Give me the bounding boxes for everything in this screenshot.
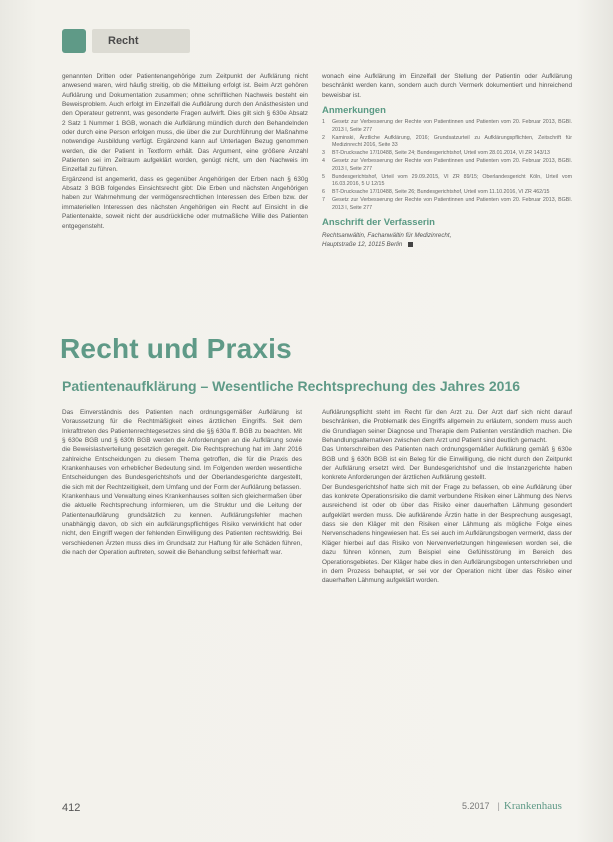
body-paragraph: Der Bundesgerichtshof hatte sich mit der Frage zu befassen, ob eine Aufklärung über das konkrete Operationsrisiko die damit verbundene Risiken einer Lähmung des Nervs ausreichend ist oder ob über das Risiko einer dauerhaften Lähmung gesondert aufgeklärt werden muss. Die aufklärende Ärztin hatte in der Besprechung ausgesagt, dass sie den Kläger mit den Risiken einer Lähmung als mögliche Folge eines Nervenschadens hingewiesen hat. Es sei auch im Aufklärungsbogen vermerkt, dass der Kläger hierbei auf das Risiko von Nervenverletzungen hingewiesen worden sei, die dazu führen können, zum Beispiel eine Gefühlsstörung im Bereich des Operationsgebietes. Der Kläger habe dies in den Aufklärungsbogen unterschrieben und in dem Prozess behauptet, er sei vor der Operation nicht über das Risiko einer dauerhaften Lähmung aufgeklärt worden. [322, 483, 572, 585]
author-line: Hauptstraße 12, 10115 Berlin [322, 240, 572, 249]
author-heading: Anschrift der Verfasserin [322, 216, 435, 228]
note-item: 1 Gesetz zur Verbesserung der Rechte von Patientinnen und Patienten vom 20. Februar 2013, BGBl. 2013 I, Seite 277 [322, 119, 572, 133]
note-item: 5 Bundesgerichtshof, Urteil vom 29.09.2015, VI ZR 89/15; Oberlandesgericht Köln, Urteil vom 16.03.2016, 5 U 12/15 [322, 173, 572, 187]
bottom-right-column [322, 408, 572, 586]
note-item: 6 BT-Drucksache 17/10488, Seite 26; Bundesgerichtshof, Urteil vom 11.10.2016, VI ZR 462/15 [322, 189, 550, 196]
body-paragraph: Aufklärungspflicht steht im Recht für den Arzt zu. Der Arzt darf sich nicht darauf beschränken, die Problematik des Eingriffs allgemein zu erläutern, sondern muss auch die Grundlagen seiner Diagnose und Therapie dem Patienten verständlich machen. Die Behandlungsalternativen zwischen dem Arzt und Patient sind deutlich gemacht. [322, 409, 572, 445]
body-paragraph: Das Einverständnis des Patienten nach ordnungsgemäßer Aufklärung ist Voraussetzung für die Rechtmäßigkeit eines ärztlichen Eingriffs. Seit dem Inkrafttreten des Patientenrechtegesetzes sind die §§ 630a ff. BGB zu beachten. Mit § 630e BGB und § 630h BGB werden die Anforderungen an die Aufklärung sowie die Beweislastverteilung gesetzlich geregelt. Die Rechtsprechung hat im Jahr 2016 zahlreiche Entscheidungen zu diesem Thema getroffen, die für die Praxis des Krankenhauses von erheblicher Bedeutung sind. Im Folgenden werden wesentliche Entscheidungen des Bundesgerichtshofs und der Oberlandesgerichte dargestellt, die sich mit der Rechtzeitigkeit, dem Umfang und der Form der Aufklärung befassen. [62, 409, 302, 491]
body-paragraph: genannten Dritten oder Patientenangehörige zum Zeitpunkt der Aufklärung nicht anwesend waren, wird häufig streitig, ob die Mitteilung erfolgt ist. Beim Arzt gehören Aufklärung und Dokumentation zusammen; ohne schriftlichen Nachweis besteht ein Beweisproblem. Auch erfolgt im Einzelfall die Aufklärung durch den Anästhesisten und den Operateur getrennt, was gesonderte Fragen aufwirft. Dies gilt sich § 630e Absatz 2 Satz 1 Nummer 1 BGB, wonach die Aufklärung mündlich durch den Behandelnden oder durch eine Person erfolgen muss, die über die zur Durchführung der Maßnahme notwendige Ausbildung verfügt. Ergänzend kann auf Unterlagen Bezug genommen werden, die der Patient in Textform erhält. Das Argument, eine größere Anzahl Patienten sei im Zeitraum aufgeklärt worden, genügt nicht, um den Nachweis im Einzelfall zu führen. [62, 73, 308, 174]
notes-list [322, 119, 572, 211]
page-number: 412 [62, 802, 81, 814]
bottom-left-column [62, 408, 302, 558]
section-color-marker [62, 29, 86, 53]
author-address [322, 231, 572, 249]
body-paragraph: Das Unterschreiben des Patienten nach ordnungsgemäßer Aufklärung gemäß § 630e BGB und § 630h BGB ist ein Beleg für die Einwilligung, die nicht durch den Zeitpunkt der Aufklärung ersetzt wird. Der Bundesgerichtshof und die Instanzgerichte haben konkrete Anforderungen der ärztlichen Aufklärung gestellt. [322, 446, 572, 482]
issue-number: 5.2017 [462, 801, 490, 811]
note-item: 4 Gesetz zur Verbesserung der Rechte von Patientinnen und Patienten vom 20. Februar 2013, BGBl. 2013 I, Seite 277 [322, 158, 572, 172]
note-item: 7 Gesetz zur Verbesserung der Rechte von Patientinnen und Patienten vom 20. Februar 2013, BGBl. 2013 I, Seite 277 [322, 197, 572, 211]
footer-separator: | [497, 801, 500, 811]
notes-heading: Anmerkungen [322, 105, 386, 117]
magazine-logo: Krankenhaus [503, 800, 562, 812]
author-line: Rechtsanwältin, Fachanwältin für Medizinrecht, [322, 232, 452, 240]
note-item: 2 Kaminski, Ärztliche Aufklärung, 2016; Grundsatzurteil zu Aufklärungspflichten, Zeitschrift für Medizinrecht 2016, Seite 33 [322, 134, 572, 148]
top-right-column [322, 72, 572, 249]
end-mark-icon [408, 242, 413, 247]
body-paragraph: Ergänzend ist angemerkt, dass es gegenüber Angehörigen der Erben nach § 630g Absatz 3 BGB folgendes Einsichtsrecht gibt: Die Erben und nächsten Angehörigen haben zur Wahrnehmung der vermögensrechtlichen Interessen des Erben bzw. der immateriellen Interessen des nächsten Angehörigen ein Recht auf Einsicht in die Patientenakte, soweit nicht der ausdrückliche oder mutmaßliche Wille des Patienten entgegensteht. [62, 175, 308, 230]
section-header [62, 28, 190, 54]
top-left-column [62, 72, 308, 231]
article-subtitle: Patientenaufklärung – Wesentliche Rechtsprechung des Jahres 2016 [62, 378, 521, 394]
page-title: Recht und Praxis [60, 333, 292, 364]
body-paragraph: wonach eine Aufklärung im Einzelfall der Stellung der Patientin oder Aufklärung beschränkt werden kann, sondern auch durch Vermerk dokumentiert und hinreichend beweisbar ist. [322, 73, 572, 99]
footer-masthead [462, 800, 562, 812]
body-paragraph: Krankenhaus und Verwaltung eines Krankenhauses sollten sich gleichermaßen über die aktuelle Rechtsprechung informieren, um die Struktur und die Leitung der Patientenaufklärung grundsätzlich zu kennen. Aufklärungsfehler machen unabhängig davon, ob sich ein aufklärungspflichtiges Risiko verwirklicht hat oder nicht, den Eingriff wegen der fehlenden Einwilligung des Patienten rechtswidrig. Bei verschiedenen Ärzten muss dies im Grundsatz zur Haftung für alle Schäden führen, die nach der Operation auftreten, soweit die Behandlung selbst fehlerhaft war. [62, 493, 302, 557]
note-item: 3 BT-Drucksache 17/10488, Seite 24; Bundesgerichtshof, Urteil vom 28.01.2014, VI ZR 143/13 [322, 150, 550, 157]
section-label: Recht [92, 29, 190, 53]
